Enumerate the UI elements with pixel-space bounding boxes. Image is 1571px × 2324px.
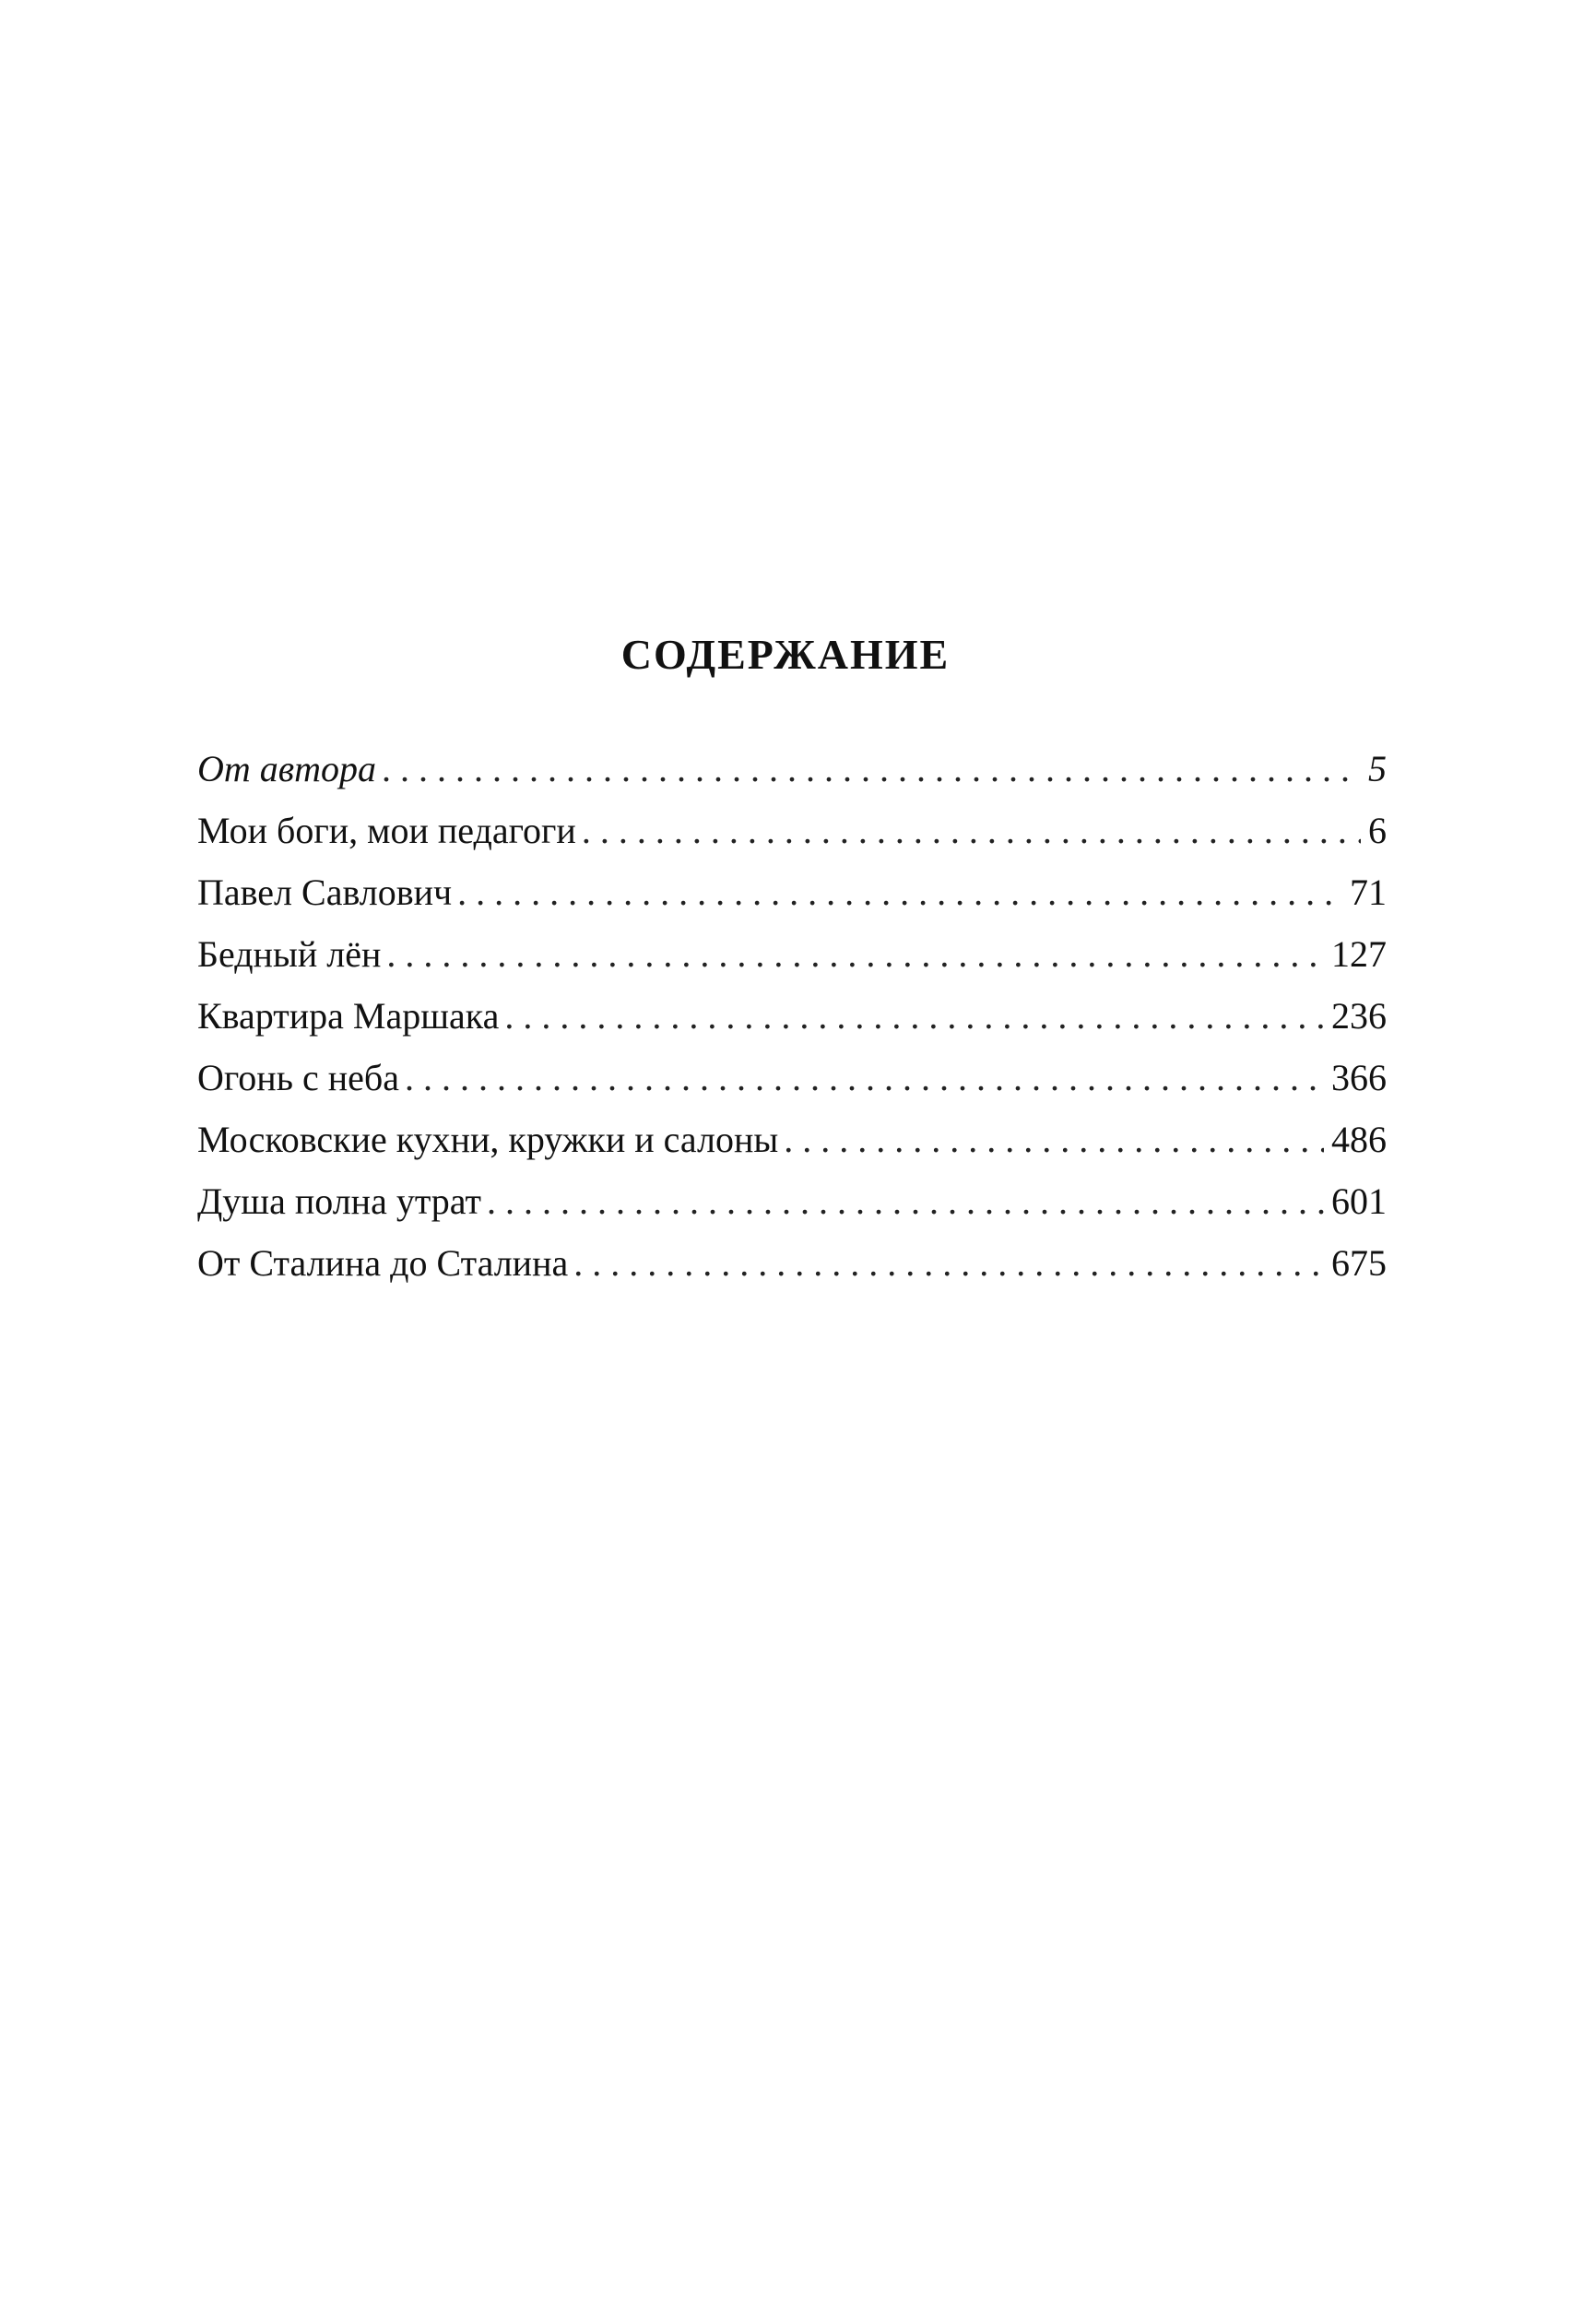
dot-leader bbox=[487, 1170, 1324, 1232]
toc-entry bbox=[197, 738, 1387, 800]
dot-leader bbox=[386, 923, 1324, 985]
toc-entry-title: Огонь с неба bbox=[197, 1057, 399, 1098]
toc-entry bbox=[197, 1109, 1387, 1170]
toc-entry-page: 71 bbox=[1350, 872, 1387, 913]
toc-entry-page: 486 bbox=[1331, 1119, 1387, 1160]
toc-entry-page: 675 bbox=[1331, 1242, 1387, 1284]
dot-leader bbox=[573, 1232, 1324, 1294]
toc-entry-page: 5 bbox=[1368, 748, 1387, 789]
toc-entry-title: Павел Савлович bbox=[197, 872, 453, 913]
toc-entry bbox=[197, 1047, 1387, 1109]
toc-entry-page: 601 bbox=[1331, 1180, 1387, 1222]
table-of-contents bbox=[197, 738, 1387, 1294]
toc-entry-title: Душа полна утрат bbox=[197, 1180, 482, 1222]
toc-entry-title: От Сталина до Сталина bbox=[197, 1242, 569, 1284]
toc-entry bbox=[197, 800, 1387, 861]
toc-entry bbox=[197, 985, 1387, 1047]
dot-leader bbox=[504, 985, 1324, 1047]
toc-entry-page: 6 bbox=[1368, 810, 1387, 851]
toc-entry bbox=[197, 861, 1387, 923]
dot-leader bbox=[582, 800, 1361, 861]
toc-entry-page: 127 bbox=[1331, 933, 1387, 975]
toc-entry-title: Бедный лён bbox=[197, 933, 382, 975]
toc-entry-title: Московские кухни, кружки и салоны bbox=[197, 1119, 779, 1160]
toc-entry-title: От автора bbox=[197, 748, 377, 789]
dot-leader bbox=[784, 1109, 1324, 1170]
dot-leader bbox=[457, 861, 1342, 923]
toc-entry-page: 236 bbox=[1331, 995, 1387, 1037]
toc-entry bbox=[197, 1232, 1387, 1294]
toc-entry bbox=[197, 923, 1387, 985]
dot-leader bbox=[382, 738, 1361, 800]
toc-entry bbox=[197, 1170, 1387, 1232]
toc-entry-page: 366 bbox=[1331, 1057, 1387, 1098]
page-title: СОДЕРЖАНИЕ bbox=[620, 631, 951, 678]
toc-entry-title: Квартира Маршака bbox=[197, 995, 500, 1037]
toc-entry-title: Мои боги, мои педагоги bbox=[197, 810, 576, 851]
dot-leader bbox=[405, 1047, 1324, 1109]
